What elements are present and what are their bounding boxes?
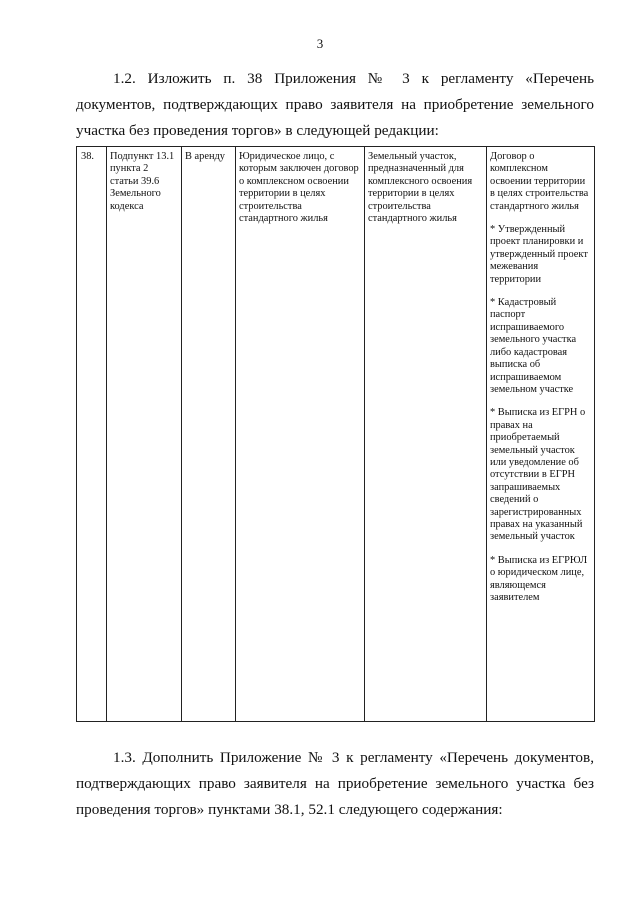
document-item: * Кадастровый паспорт испрашиваемого земельного участка либо кадастровая выписка об испрашиваемом земельном участке — [490, 297, 577, 395]
document-item: Договор о комплексном освоении территории в целях строительства стандартного жилья — [490, 151, 589, 212]
page-number: 3 — [316, 36, 324, 51]
paragraph-1-2-text: 1.2. Изложить п. 38 Приложения № 3 к регламенту «Перечень документов, подтверждающих право заявителя на приобретение земельного участка без проведения торгов» в следующей редакции: — [76, 70, 594, 139]
document-item: * Утвержденный проект планировки и утвержденный проект межевания территории — [490, 224, 588, 285]
legal-basis-cell: Подпункт 13.1 пункта 2 статьи 39.6 Земельного кодекса — [107, 147, 182, 722]
row-number: 38. — [77, 147, 107, 722]
paragraph-1-2 — [76, 66, 594, 144]
paragraph-1-3 — [76, 745, 594, 823]
documents-cell — [487, 147, 595, 722]
applicant-cell: Юридическое лицо, с которым заключен договор о комплексном освоении территории в целях строительства стандартного жилья — [236, 147, 365, 722]
land-plot-cell: Земельный участок, предназначенный для комплексного освоения территории в целях строительства стандартного жилья — [365, 147, 487, 722]
table-row — [77, 147, 595, 722]
document-item: * Выписка из ЕГРЮЛ о юридическом лице, являющемся заявителем — [490, 554, 588, 603]
right-type-cell: В аренду — [182, 147, 236, 722]
paragraph-1-3-text: 1.3. Дополнить Приложение № 3 к регламенту «Перечень документов, подтверждающих право заявителя на приобретение земельного участка без проведения торгов» пунктами 38.1, 52.1 следующего содержания: — [76, 749, 594, 818]
document-item: * Выписка из ЕГРН о правах на приобретаемый земельный участок или уведомление об отсутствии в ЕГРН запрашиваемых сведений о зарегистрированных правах на указанный земельный участок — [490, 407, 586, 543]
documents-table — [76, 146, 595, 722]
